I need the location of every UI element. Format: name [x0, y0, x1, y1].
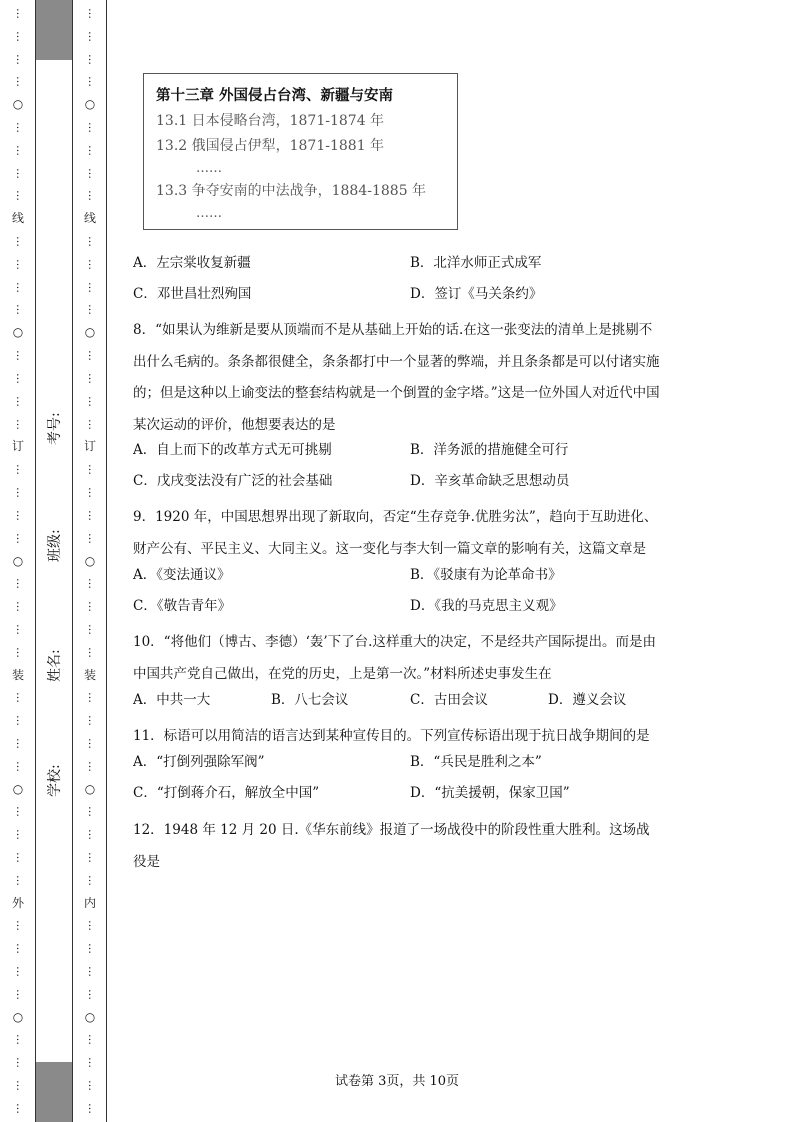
binding-line	[72, 0, 73, 1122]
cut-mark: …	[13, 829, 27, 841]
binding-line	[35, 0, 36, 1122]
cut-mark: …	[13, 737, 27, 749]
chapter-line: 13.1 日本侵略台湾，1871-1874 年	[156, 113, 385, 129]
cut-mark: …	[13, 623, 27, 635]
cut-mark: …	[85, 76, 99, 88]
cut-mark: ○	[84, 1009, 96, 1024]
cut-mark: ○	[12, 325, 24, 340]
cut-mark: …	[85, 966, 99, 978]
cut-mark: ○	[84, 325, 96, 340]
cut-mark: …	[85, 692, 99, 704]
q10-option-b: B．八七会议	[271, 692, 349, 708]
cut-mark: …	[13, 532, 27, 544]
cut-mark: …	[85, 646, 99, 658]
cut-mark: ○	[84, 781, 96, 796]
cut-mark: …	[85, 851, 99, 863]
chapter-dots: ……	[196, 206, 222, 221]
cut-mark: …	[85, 350, 99, 362]
q7-option-b: B．北洋水师正式成军	[410, 255, 542, 271]
cut-mark: …	[85, 760, 99, 772]
cut-mark: …	[13, 920, 27, 932]
cut-mark: …	[85, 281, 99, 293]
cut-mark: …	[85, 578, 99, 590]
cut-mark: …	[85, 920, 99, 932]
q10-stem: 10．“将他们（博古、李德）‘轰’下了台.这样重大的决定，不是经共产国际提出。而是由中国共产党自己做出，在党的历史，上是第一次。”材料所述史事发生在	[133, 634, 656, 682]
cut-mark: …	[85, 304, 99, 316]
chapter-line: 13.2 俄国侵占伊犁，1871-1881 年	[156, 138, 385, 154]
cut-mark: …	[85, 806, 99, 818]
q10-option-c: C．古田会议	[410, 692, 488, 708]
cut-mark: ○	[12, 97, 24, 112]
page-footer: 试卷第 3页，共 10页	[334, 1074, 460, 1089]
cut-mark: …	[85, 1102, 99, 1114]
cut-mark: …	[13, 30, 27, 42]
class-label: 班级:	[47, 529, 63, 562]
cut-mark: …	[85, 395, 99, 407]
q8-option-d: D．辛亥革命缺乏思想动员	[410, 473, 570, 489]
cut-mark: 线	[11, 211, 24, 226]
cut-mark: …	[13, 350, 27, 362]
cut-mark: …	[13, 851, 27, 863]
cut-mark: …	[85, 190, 99, 202]
cut-mark: …	[85, 121, 99, 133]
cut-mark: …	[13, 1080, 27, 1092]
cut-mark: …	[13, 760, 27, 772]
q9-option-b: B．《驳康有为论革命书》	[410, 567, 562, 583]
q10-option-a: A．中共一大	[133, 692, 211, 708]
cut-mark: …	[85, 258, 99, 270]
cut-mark: …	[85, 144, 99, 156]
cut-mark: …	[13, 715, 27, 727]
binding-line	[106, 0, 107, 1122]
q11-stem: 11．标语可以用简洁的语言达到某种宣传目的。下列宣传标语出现于抗日战争期间的是	[133, 728, 650, 744]
cut-mark: …	[13, 509, 27, 521]
cut-mark: …	[13, 190, 27, 202]
q7-option-c: C．邓世昌壮烈殉国	[133, 286, 252, 302]
cut-mark: …	[85, 601, 99, 613]
cut-mark: …	[13, 167, 27, 179]
cut-mark: ○	[12, 781, 24, 796]
q11-option-b: B．“兵民是胜利之本”	[410, 754, 542, 770]
cut-mark: …	[85, 167, 99, 179]
cut-mark: …	[13, 1057, 27, 1069]
chapter-line: 13.3 争夺安南的中法战争，1884-1885 年	[156, 183, 427, 199]
cut-mark: 外	[11, 895, 24, 910]
cut-mark: …	[13, 7, 27, 19]
cut-mark: …	[13, 121, 27, 133]
cut-mark: …	[85, 737, 99, 749]
q10-option-d: D．遵义会议	[548, 692, 627, 708]
cut-mark: …	[13, 236, 27, 248]
cut-mark: …	[85, 829, 99, 841]
gray-block	[36, 0, 72, 60]
cut-mark: …	[13, 966, 27, 978]
chapter-title: 第十三章 外国侵占台湾、新疆与安南	[156, 88, 394, 104]
cut-mark: …	[13, 1102, 27, 1114]
chapter-figure	[143, 73, 458, 230]
q9-option-d: D．《我的马克思主义观》	[410, 598, 563, 614]
cut-mark: …	[13, 258, 27, 270]
cut-mark: …	[85, 372, 99, 384]
cut-mark: …	[13, 1034, 27, 1046]
cut-mark: …	[13, 874, 27, 886]
cut-mark: ○	[12, 553, 24, 568]
cut-mark: …	[13, 281, 27, 293]
cut-mark: …	[13, 806, 27, 818]
cut-mark: …	[85, 236, 99, 248]
q11-option-c: C．“打倒蒋介石，解放全中国”	[133, 785, 320, 801]
cut-mark: …	[85, 1034, 99, 1046]
cut-mark: 内	[83, 895, 96, 910]
cut-mark: …	[13, 943, 27, 955]
cut-mark: ○	[84, 97, 96, 112]
cut-mark: …	[13, 988, 27, 1000]
q7-option-a: A．左宗棠收复新疆	[133, 255, 251, 271]
q8-option-c: C．戊戌变法没有广泛的社会基础	[133, 473, 333, 489]
cut-mark: …	[85, 943, 99, 955]
q8-stem: 8．“如果认为维新是要从顶端而不是从基础上开始的话.在这一张变法的清单上是挑剔不出什么毛病的。条条都很健全，条条都打中一个显著的弊端，并且条条都是可以付诸实施的；但是这种以上谕变法的整套结构就是一个倒置的金字塔。”这是一位外国人对近代中国某次运动的评价，他想要表达的是	[133, 322, 660, 433]
cut-mark: …	[13, 144, 27, 156]
cut-mark: …	[85, 486, 99, 498]
exam-no-label: 考号:	[47, 412, 63, 445]
cut-mark: …	[85, 53, 99, 65]
cut-mark: …	[85, 7, 99, 19]
cut-mark: …	[85, 1080, 99, 1092]
outer-cut-marks	[8, 2, 28, 1120]
cut-mark: …	[85, 509, 99, 521]
cut-mark: …	[13, 372, 27, 384]
q11-option-d: D．“抗美援朝，保家卫国”	[410, 785, 570, 801]
cut-mark: …	[13, 601, 27, 613]
cut-mark: 订	[83, 439, 96, 454]
cut-mark: 装	[83, 667, 96, 682]
q11-option-a: A．“打倒列强除军阀”	[133, 754, 265, 770]
q8-option-b: B．洋务派的措施健全可行	[410, 442, 569, 458]
inner-cut-marks	[80, 2, 100, 1120]
q9-option-a: A．《变法通议》	[133, 567, 231, 583]
cut-mark: …	[13, 304, 27, 316]
cut-mark: …	[85, 418, 99, 430]
cut-mark: …	[85, 623, 99, 635]
cut-mark: …	[13, 76, 27, 88]
cut-mark: …	[13, 464, 27, 476]
cut-mark: …	[13, 418, 27, 430]
q9-option-c: C．《敬告青年》	[133, 598, 232, 614]
cut-mark: …	[13, 486, 27, 498]
cut-mark: ○	[12, 1009, 24, 1024]
cut-mark: 装	[11, 667, 24, 682]
cut-mark: …	[13, 53, 27, 65]
name-label: 姓名:	[47, 649, 63, 682]
chapter-dots: ……	[196, 161, 222, 176]
q9-stem: 9．1920 年，中国思想界出现了新取向，否定“生存竞争.优胜劣汰”，趋向于互助进化、财产公有、平民主义、大同主义。这一变化与李大钊一篇文章的影响有关，这篇文章是	[133, 509, 658, 557]
cut-mark: …	[85, 1057, 99, 1069]
cut-mark: …	[13, 646, 27, 658]
cut-mark: …	[13, 578, 27, 590]
cut-mark: …	[13, 692, 27, 704]
cut-mark: ○	[84, 553, 96, 568]
cut-mark: …	[85, 532, 99, 544]
q12-stem: 12．1948 年 12 月 20 日.《华东前线》报道了一场战役中的阶段性重大胜利。这场战役是	[133, 822, 650, 870]
cut-mark: …	[85, 30, 99, 42]
cut-mark: 线	[83, 211, 96, 226]
cut-mark: …	[85, 988, 99, 1000]
cut-mark: …	[85, 715, 99, 727]
cut-mark: …	[13, 395, 27, 407]
cut-mark: …	[85, 464, 99, 476]
school-label: 学校:	[47, 764, 63, 797]
q8-option-a: A．自上而下的改革方式无可挑剔	[133, 442, 332, 458]
cut-mark: 订	[11, 439, 24, 454]
cut-mark: …	[85, 874, 99, 886]
q7-option-d: D．签订《马关条约》	[410, 286, 543, 302]
